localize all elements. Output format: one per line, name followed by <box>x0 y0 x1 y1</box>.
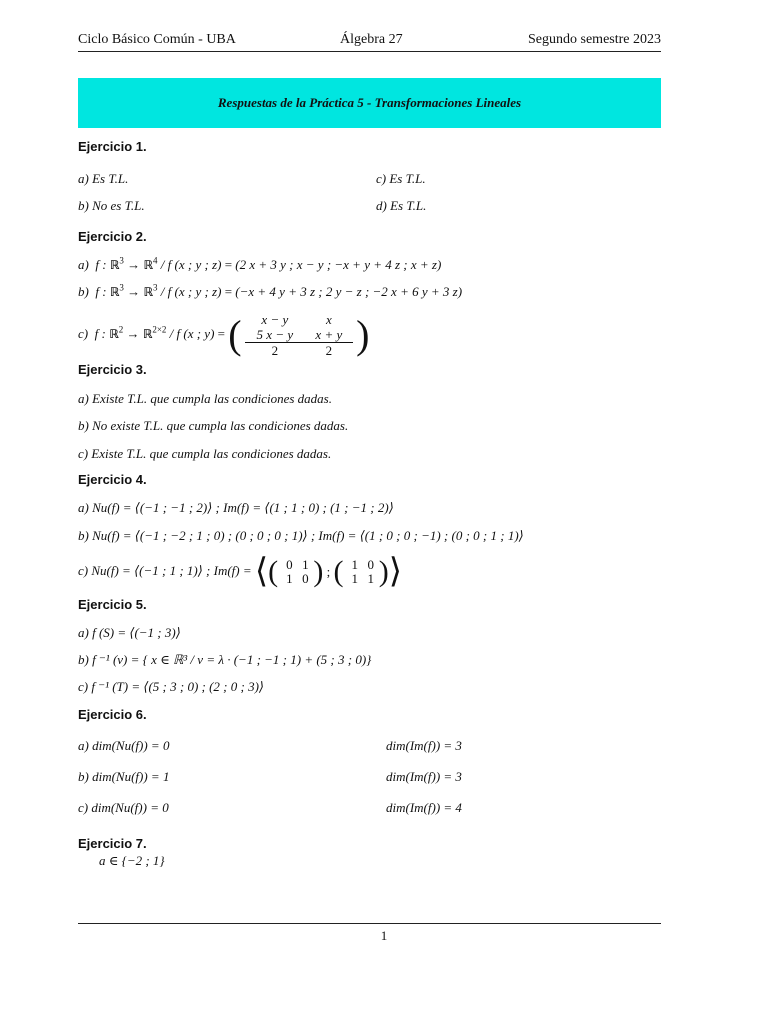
ex2-b-label: b) <box>78 284 89 299</box>
exercise-6-heading: Ejercicio 6. <box>78 707 147 722</box>
m2-a22: 1 <box>367 571 375 586</box>
ex2-a-formula: (2 x + 3 y ; x − y ; −x + y + 4 z ; x + z) <box>235 257 442 272</box>
ex2-c-label: c) <box>78 326 89 341</box>
header-institution: Ciclo Básico Común - UBA <box>78 32 236 47</box>
exercise-2-heading: Ejercicio 2. <box>78 229 147 244</box>
header-course: Álgebra 27 <box>340 32 403 47</box>
exercise-3-heading: Ejercicio 3. <box>78 362 147 377</box>
exercise-7-heading: Ejercicio 7. <box>78 836 147 851</box>
page-number: 1 <box>380 928 388 943</box>
ex6-a-im: dim(Im(f)) = 3 <box>386 738 462 753</box>
ex4-c-span: ⟨( 0 1 1 0 ) ; ( 1 0 1 1 )⟩ <box>254 553 403 590</box>
exercise-5-heading: Ejercicio 5. <box>78 597 147 612</box>
ex3-answer-c: c) Existe T.L. que cumpla las condiciones dadas. <box>78 446 332 461</box>
m1-a11: 0 <box>286 557 293 572</box>
ex2-c-m21: $\frac{5 x - y}{2}$ <box>245 327 305 358</box>
ex2-c-matrix: ( x − y x $\frac{5 x - y}{2}$ $\frac{x + y}{2}$ ) <box>228 311 370 358</box>
m2-a11: 1 <box>351 557 359 572</box>
ex2-c-m12: x <box>325 311 332 327</box>
ex2-c-m11: x − y <box>261 311 289 327</box>
ex2-answer-b: b) f : ℝ$^3$ → ℝ$^3$ / f (x ; y ; z) = (−x + 4 y + 3 z ; 2 y − z ; −2 x + 6 y + 3 z) <box>78 282 463 299</box>
ex5-answer-c: c) f ⁻¹ (T) = ⟨(5 ; 3 ; 0) ; (2 ; 0 ; 3)⟩ <box>78 679 264 694</box>
ex1-answer-b: b) No es T.L. <box>78 198 145 213</box>
exercise-1-heading: Ejercicio 1. <box>78 139 147 154</box>
ex6-a-nu: a) dim(Nu(f)) = 0 <box>78 738 170 753</box>
ex1-answer-a: a) Es T.L. <box>78 171 129 186</box>
ex6-c-im: dim(Im(f)) = 4 <box>386 800 462 815</box>
ex6-c-nu: c) dim(Nu(f)) = 0 <box>78 800 169 815</box>
ex6-b-im: dim(Im(f)) = 3 <box>386 769 462 784</box>
m1-a21: 1 <box>286 571 293 586</box>
ex4-answer-a: a) Nu(f) = ⟨(−1 ; −1 ; 2)⟩ ; Im(f) = ⟨(1 ; 1 ; 0) ; (1 ; −1 ; 2)⟩ <box>78 500 394 515</box>
ex2-b-formula: (−x + 4 y + 3 z ; 2 y − z ; −2 x + 6 y + 3 z) <box>235 284 463 299</box>
ex4-answer-b: b) Nu(f) = ⟨(−1 ; −2 ; 1 ; 0) ; (0 ; 0 ; 0 ; 1)⟩ ; Im(f) = ⟨(1 ; 0 ; 0 ; −1) ; (0 ; 0 ; 1 ; 1)⟩ <box>78 528 524 543</box>
header-rule <box>78 51 661 52</box>
ex3-answer-a: a) Existe T.L. que cumpla las condiciones dadas. <box>78 391 332 406</box>
ex5-answer-b: b) f ⁻¹ (v) = { x ∈ ℝ³ / v = λ · (−1 ; −1 ; 1) + (5 ; 3 ; 0)} <box>78 652 372 667</box>
ex7-answer: a ∈ {−2 ; 1} <box>99 853 165 868</box>
title-banner <box>78 78 661 128</box>
ex3-answer-b: b) No existe T.L. que cumpla las condiciones dadas. <box>78 418 349 433</box>
ex2-a-label: a) <box>78 257 89 272</box>
running-header <box>78 32 661 52</box>
m2-a12: 0 <box>367 557 375 572</box>
m1-a22: 0 <box>302 571 309 586</box>
ex4-answer-c <box>78 552 402 588</box>
ex4-c-prefix: c) Nu(f) = ⟨(−1 ; 1 ; 1)⟩ ; Im(f) = <box>78 562 252 578</box>
ex5-answer-a: a) f (S) = ⟨(−1 ; 3)⟩ <box>78 625 181 640</box>
header-semester: Segundo semestre 2023 <box>528 32 661 47</box>
ex1-answer-c: c) Es T.L. <box>376 171 426 186</box>
page-title: Respuestas de la Práctica 5 - Transformaciones Lineales <box>217 95 522 110</box>
footer-rule <box>78 923 661 924</box>
ex2-answer-a: a) f : ℝ$^3$ → ℝ$^4$ / f (x ; y ; z) = (2 x + 3 y ; x − y ; −x + y + 4 z ; x + z) <box>78 255 442 272</box>
m1-a12: 1 <box>302 557 309 572</box>
m2-a21: 1 <box>351 571 359 586</box>
ex2-answer-c: c) f : ℝ$^2$ → ℝ$^{2\times 2}$ / f (x ; y) = ( x − y x $\frac{5 x - y}{2}$ $\frac{x + y}{2}$ ) <box>78 311 370 358</box>
ex2-c-m22: $\frac{x + y}{2}$ <box>305 327 353 358</box>
exercise-4-heading: Ejercicio 4. <box>78 472 147 487</box>
ex6-b-nu: b) dim(Nu(f)) = 1 <box>78 769 170 784</box>
ex1-answer-d: d) Es T.L. <box>376 198 427 213</box>
